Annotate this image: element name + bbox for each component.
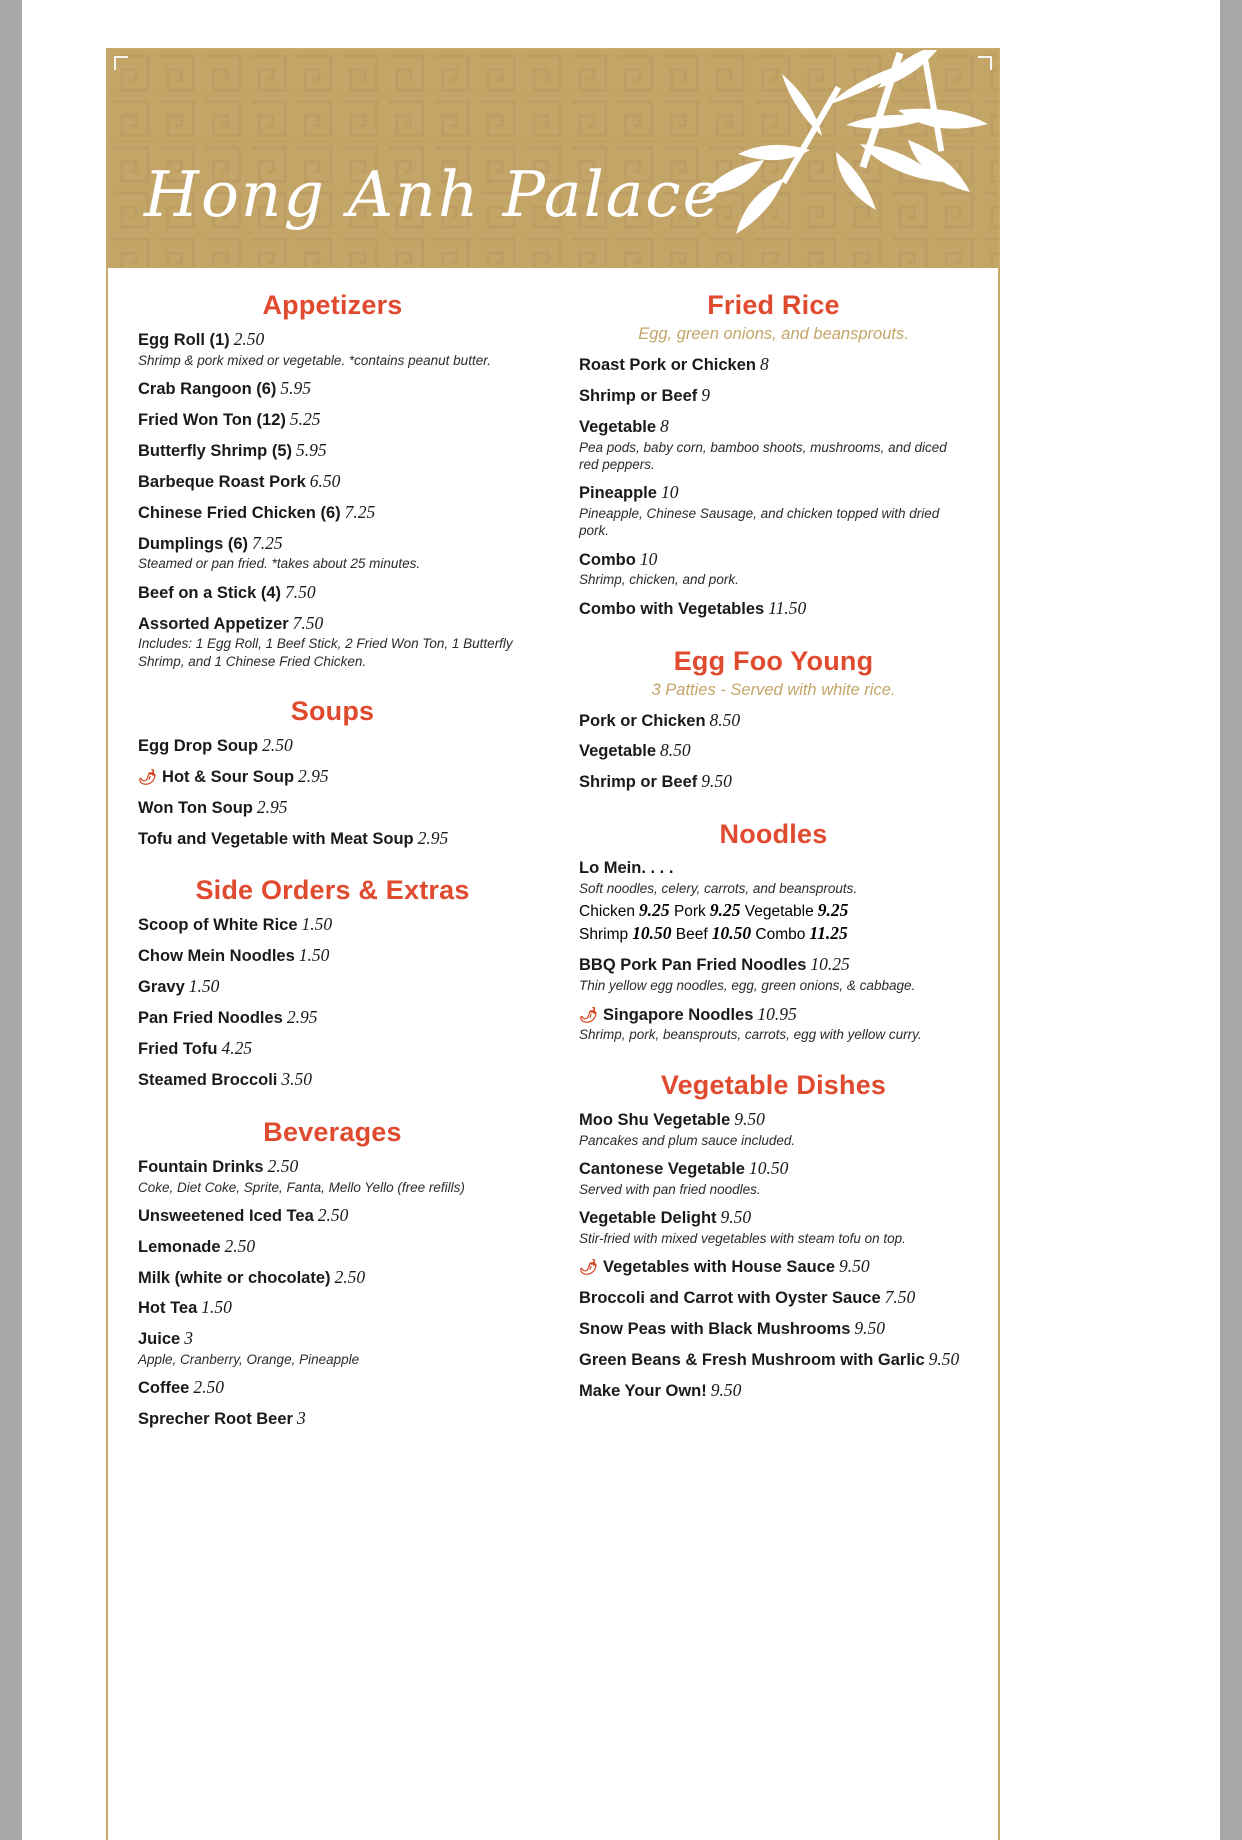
menu-item-line bbox=[138, 976, 527, 998]
menu-item-price: 2.50 bbox=[317, 1204, 349, 1225]
menu-item-name: Chow Mein Noodles bbox=[138, 947, 295, 966]
menu-item bbox=[138, 797, 527, 819]
menu-item-name: Vegetable bbox=[579, 742, 657, 761]
menu-item-line bbox=[138, 1408, 527, 1430]
menu-item-line bbox=[579, 549, 968, 571]
menu-item bbox=[579, 1207, 968, 1247]
menu-item-name: Vegetable bbox=[579, 417, 657, 436]
menu-section bbox=[579, 819, 968, 1043]
menu-item-price: 4.25 bbox=[221, 1037, 253, 1058]
price-grid-label: Chicken bbox=[579, 903, 635, 921]
menu-section bbox=[579, 1070, 968, 1402]
menu-item-price: 3.50 bbox=[281, 1068, 313, 1089]
menu-item-price: 6.50 bbox=[309, 470, 341, 491]
menu-item-price: 9.50 bbox=[734, 1108, 765, 1129]
menu-item bbox=[138, 409, 527, 431]
menu-item bbox=[579, 1380, 968, 1402]
menu-item-line bbox=[138, 471, 527, 493]
menu-item-line bbox=[138, 1328, 527, 1350]
menu-item-line bbox=[138, 797, 527, 819]
price-grid-price: 10.50 bbox=[711, 923, 752, 944]
section-subtitle: Egg, green onions, and beansprouts. bbox=[638, 325, 909, 343]
menu-item-line bbox=[138, 1377, 527, 1399]
menu-item bbox=[138, 440, 527, 462]
menu-item-name: Unsweetened Iced Tea bbox=[138, 1206, 314, 1225]
menu-item-line bbox=[138, 1236, 527, 1258]
menu-item bbox=[579, 1287, 968, 1309]
menu-item-line bbox=[579, 1207, 968, 1229]
menu-item-price: 10 bbox=[660, 482, 679, 503]
menu-item-price: 9.50 bbox=[928, 1348, 960, 1369]
section-title: Side Orders & Extras bbox=[195, 875, 470, 906]
section-title: Appetizers bbox=[262, 290, 403, 320]
menu-item-line bbox=[138, 766, 527, 788]
menu-item bbox=[138, 1297, 527, 1319]
menu-item bbox=[138, 329, 527, 369]
menu-item-line bbox=[138, 1267, 527, 1289]
menu-item-price: 2.50 bbox=[233, 329, 265, 349]
menu-item-line bbox=[138, 378, 527, 400]
price-grid-price: 9.25 bbox=[709, 900, 741, 921]
menu-item-line bbox=[579, 740, 968, 762]
menu-item-line bbox=[138, 1069, 527, 1091]
menu-item-name: Gravy bbox=[138, 978, 185, 997]
menu-section bbox=[138, 696, 527, 850]
menu-item bbox=[138, 1038, 527, 1060]
menu-item-name: Shrimp or Beef bbox=[579, 386, 698, 405]
menu-item-price: 8 bbox=[660, 415, 669, 436]
menu-item-name: Combo bbox=[579, 550, 636, 569]
menu-item-name: Egg Drop Soup bbox=[138, 736, 259, 755]
menu-item bbox=[138, 502, 527, 524]
menu-item-name: Crab Rangoon (6) bbox=[138, 380, 277, 399]
menu-item bbox=[138, 1408, 527, 1430]
menu-item-description: Pea pods, baby corn, bamboo shoots, mushrooms, and diced red peppers. bbox=[579, 439, 947, 472]
menu-item-price: 2.50 bbox=[193, 1377, 224, 1398]
section-subtitle: 3 Patties - Served with white rice. bbox=[651, 680, 896, 699]
section-title: Vegetable Dishes bbox=[660, 1069, 887, 1100]
menu-item-name: Broccoli and Carrot with Oyster Sauce bbox=[579, 1288, 881, 1307]
menu-item-line bbox=[138, 1038, 527, 1060]
menu-item-name: Cantonese Vegetable bbox=[579, 1159, 745, 1178]
menu-item-price: 10.25 bbox=[810, 954, 850, 975]
menu-item-price: 5.95 bbox=[296, 439, 327, 460]
menu-item-price: 9.50 bbox=[701, 771, 732, 792]
price-grid-price: 9.25 bbox=[639, 900, 670, 921]
menu-item-price: 7.50 bbox=[292, 612, 324, 633]
menu-item-price: 9.50 bbox=[839, 1256, 870, 1277]
menu-item-line bbox=[138, 613, 527, 635]
menu-item-name: Scoop of White Rice bbox=[138, 916, 298, 935]
menu-item bbox=[138, 945, 527, 967]
menu-item bbox=[579, 1349, 968, 1371]
menu-item bbox=[138, 766, 527, 788]
menu-item-price: 8.50 bbox=[709, 709, 741, 730]
menu-item bbox=[579, 1158, 968, 1198]
menu-item bbox=[138, 1069, 527, 1091]
menu-item-description: Soft noodles, celery, carrots, and beansprouts. bbox=[579, 880, 858, 896]
menu-item-price: 7.50 bbox=[285, 581, 316, 602]
menu-item-line bbox=[138, 502, 527, 524]
menu-item-name: Pork or Chicken bbox=[579, 711, 706, 730]
menu-item-name: Pineapple bbox=[579, 484, 657, 503]
menu-item bbox=[138, 378, 527, 400]
paper-sheet bbox=[22, 0, 1220, 1840]
menu-item bbox=[579, 740, 968, 762]
menu-section bbox=[138, 875, 527, 1090]
corner-mark-icon bbox=[114, 56, 128, 70]
menu-item-name: Milk (white or chocolate) bbox=[138, 1268, 331, 1287]
menu-item-name: BBQ Pork Pan Fried Noodles bbox=[579, 956, 807, 975]
menu-item-price: 3 bbox=[296, 1408, 306, 1429]
menu-item-line bbox=[138, 735, 527, 757]
menu-item-name: Vegetable Delight bbox=[579, 1208, 717, 1227]
menu-item-line bbox=[138, 1007, 527, 1029]
price-grid-entry bbox=[673, 900, 741, 921]
menu-item-price: 9 bbox=[701, 384, 711, 405]
menu-item bbox=[579, 1318, 968, 1340]
menu-item-description: Pancakes and plum sauce included. bbox=[579, 1132, 796, 1148]
menu-item-name: Coffee bbox=[138, 1379, 190, 1398]
chili-pepper-icon: 🌶 bbox=[138, 768, 158, 786]
menu-item-line bbox=[579, 1287, 968, 1309]
menu-item-description: Served with pan fried noodles. bbox=[579, 1181, 761, 1197]
menu-item bbox=[579, 1004, 968, 1044]
menu-item-name: Egg Roll (1) bbox=[138, 331, 230, 349]
menu-item-description: Coke, Diet Coke, Sprite, Fanta, Mello Yello (free refills) bbox=[138, 1179, 465, 1195]
menu-item-line bbox=[579, 1318, 968, 1340]
menu-item bbox=[138, 582, 527, 604]
price-grid-label: Combo bbox=[755, 926, 806, 944]
menu-item-price: 10.95 bbox=[757, 1003, 797, 1024]
menu-item-name: Beef on a Stick (4) bbox=[138, 583, 282, 602]
menu-item-name: Sprecher Root Beer bbox=[138, 1410, 293, 1429]
section-title: Beverages bbox=[263, 1116, 402, 1147]
menu-item-description: Shrimp, pork, beansprouts, carrots, egg with yellow curry. bbox=[579, 1027, 922, 1043]
menu-item-name: Hot & Sour Soup bbox=[162, 767, 295, 786]
menu-item bbox=[579, 954, 968, 994]
chili-pepper-icon: 🌶 bbox=[579, 1259, 599, 1277]
menu-item-price: 2.50 bbox=[267, 1155, 299, 1176]
menu-item-price: 7.25 bbox=[344, 501, 376, 522]
menu-item-name: Combo with Vegetables bbox=[579, 599, 765, 618]
price-grid-price: 10.50 bbox=[632, 923, 672, 944]
menu-item bbox=[138, 735, 527, 757]
menu-item-line bbox=[138, 914, 527, 936]
menu-item-price: 10.50 bbox=[748, 1157, 789, 1178]
menu-item-line bbox=[579, 416, 968, 438]
menu-item-price: 7.50 bbox=[884, 1286, 916, 1307]
menu-item-name: Dumplings (6) bbox=[138, 534, 248, 553]
price-grid-entry bbox=[579, 900, 670, 921]
section-title: Soups bbox=[290, 695, 375, 726]
menu-item bbox=[579, 858, 968, 945]
section-title: Egg Foo Young bbox=[673, 645, 874, 676]
menu-item bbox=[579, 771, 968, 793]
menu-item-name: Snow Peas with Black Mushrooms bbox=[579, 1319, 851, 1338]
menu-item-line bbox=[138, 1156, 527, 1178]
menu-item bbox=[579, 385, 968, 407]
menu-item-name: Moo Shu Vegetable bbox=[579, 1110, 731, 1129]
menu-column-right bbox=[553, 290, 968, 1456]
menu-item-name: Barbeque Roast Pork bbox=[138, 472, 306, 491]
menu-item-line bbox=[138, 828, 527, 850]
section-title: Noodles bbox=[719, 819, 828, 850]
menu-item-name: Won Ton Soup bbox=[138, 798, 253, 817]
menu-section bbox=[138, 1117, 527, 1431]
menu-item-name: Vegetables with House Sauce bbox=[603, 1258, 836, 1277]
menu-item-name: Singapore Noodles bbox=[603, 1005, 754, 1024]
restaurant-name: Hong Anh Palace bbox=[144, 158, 722, 231]
menu-item-line bbox=[579, 385, 968, 407]
menu-section bbox=[138, 290, 527, 670]
price-grid-entry bbox=[744, 900, 849, 921]
menu-item-line bbox=[579, 354, 968, 376]
menu-item-description: Steamed or pan fried. *takes about 25 minutes. bbox=[138, 556, 421, 572]
menu-item-line bbox=[579, 858, 968, 879]
menu-item-line bbox=[579, 1349, 968, 1371]
menu-item-price: 9.50 bbox=[720, 1206, 752, 1227]
menu-item-price: 8 bbox=[759, 354, 769, 374]
menu-item bbox=[579, 598, 968, 620]
menu-item-line bbox=[138, 945, 527, 967]
menu-item-description: Pineapple, Chinese Sausage, and chicken topped with dried pork. bbox=[579, 506, 940, 539]
menu-item-line bbox=[138, 533, 527, 555]
menu-item bbox=[138, 976, 527, 998]
menu-item bbox=[138, 471, 527, 493]
menu-item-line bbox=[579, 598, 968, 620]
menu-item-description: Includes: 1 Egg Roll, 1 Beef Stick, 2 Fried Won Ton, 1 Butterfly Shrimp, and 1 Chinese Fried Chicken. bbox=[138, 636, 513, 669]
section-title: Fried Rice bbox=[707, 290, 840, 320]
menu-header bbox=[108, 50, 998, 268]
menu-item bbox=[579, 354, 968, 376]
menu-item-price: 2.50 bbox=[334, 1266, 366, 1287]
menu-item-price: 5.95 bbox=[280, 378, 312, 399]
menu-item-name: Lo Mein. . . . bbox=[579, 859, 674, 878]
menu-item bbox=[138, 1236, 527, 1258]
menu-item-price: 9.50 bbox=[854, 1317, 886, 1338]
menu-section bbox=[579, 290, 968, 620]
price-grid-entry bbox=[579, 923, 672, 944]
menu-item-name: Steamed Broccoli bbox=[138, 1070, 278, 1089]
price-grid-label: Shrimp bbox=[579, 926, 629, 944]
menu-item-price: 8.50 bbox=[660, 740, 691, 761]
menu-item bbox=[138, 533, 527, 573]
menu-item bbox=[138, 1328, 527, 1368]
menu-item bbox=[579, 1256, 968, 1278]
menu-item-line bbox=[579, 1380, 968, 1402]
menu-item-line bbox=[579, 710, 968, 732]
menu-item-price: 9.50 bbox=[710, 1379, 742, 1400]
menu-item-price: 3 bbox=[184, 1328, 193, 1349]
menu-item-description: Shrimp, chicken, and pork. bbox=[579, 572, 739, 588]
menu-item-line bbox=[138, 409, 527, 431]
menu-item-price: 1.50 bbox=[298, 945, 330, 966]
menu-item-line bbox=[579, 482, 968, 504]
menu-item-price: 2.50 bbox=[262, 734, 293, 755]
menu-item bbox=[579, 482, 968, 539]
menu-item-line bbox=[138, 582, 527, 604]
menu-column-left bbox=[138, 290, 553, 1456]
menu-item-name: Tofu and Vegetable with Meat Soup bbox=[138, 829, 414, 848]
menu-item-name: Fried Won Ton (12) bbox=[138, 411, 286, 430]
menu-item bbox=[138, 828, 527, 850]
menu-item-price: 5.25 bbox=[289, 409, 321, 430]
menu-item-price: 2.95 bbox=[256, 796, 288, 817]
menu-item bbox=[579, 1109, 968, 1149]
price-grid-label: Beef bbox=[675, 926, 708, 944]
menu-item-price: 1.50 bbox=[301, 914, 333, 935]
menu-item-name: Chinese Fried Chicken (6) bbox=[138, 503, 341, 522]
menu-item-description: Stir-fried with mixed vegetables with steam tofu on top. bbox=[579, 1230, 906, 1246]
menu-item-description: Apple, Cranberry, Orange, Pineapple bbox=[138, 1352, 360, 1368]
menu-item-line bbox=[579, 1109, 968, 1131]
menu-item bbox=[138, 914, 527, 936]
menu-item-price: 2.95 bbox=[298, 765, 329, 786]
price-grid-label: Pork bbox=[673, 903, 706, 921]
menu-item bbox=[138, 1007, 527, 1029]
menu-columns bbox=[108, 268, 998, 1456]
menu-item-name: Assorted Appetizer bbox=[138, 614, 289, 633]
menu-item bbox=[138, 1156, 527, 1196]
menu-item-name: Fountain Drinks bbox=[138, 1157, 264, 1176]
chili-pepper-icon: 🌶 bbox=[579, 1006, 599, 1024]
menu-item-name: Make Your Own! bbox=[579, 1381, 707, 1400]
menu-item-price: 1.50 bbox=[188, 976, 220, 997]
menu-item-name: Pan Fried Noodles bbox=[138, 1009, 283, 1028]
menu-item-line bbox=[138, 329, 527, 351]
menu-item-description: Thin yellow egg noodles, egg, green onions, & cabbage. bbox=[579, 978, 916, 994]
menu-item-line bbox=[579, 1004, 968, 1026]
menu-item-price: 1.50 bbox=[201, 1297, 232, 1318]
menu-item-line bbox=[138, 1205, 527, 1227]
menu-item-line bbox=[579, 1158, 968, 1180]
menu-item bbox=[138, 1377, 527, 1399]
menu-item-name: Juice bbox=[138, 1330, 181, 1349]
menu-item-price: 2.50 bbox=[224, 1235, 256, 1256]
price-grid-entry bbox=[675, 923, 752, 944]
menu-item-name: Fried Tofu bbox=[138, 1039, 218, 1058]
menu-item-price: 2.95 bbox=[286, 1007, 318, 1028]
menu-item-name: Roast Pork or Chicken bbox=[579, 356, 756, 374]
price-grid-price: 11.25 bbox=[809, 923, 848, 944]
menu-item-price: 7.25 bbox=[252, 532, 283, 553]
menu-item-name: Lemonade bbox=[138, 1237, 221, 1256]
menu-item-price: 10 bbox=[639, 548, 658, 569]
menu-item bbox=[579, 416, 968, 473]
price-grid-price: 9.25 bbox=[817, 900, 849, 921]
menu-item-line bbox=[579, 771, 968, 793]
menu-section bbox=[579, 646, 968, 794]
menu-item-line bbox=[579, 1256, 968, 1278]
menu-item-price: 11.50 bbox=[768, 597, 807, 618]
menu-item-line bbox=[138, 1297, 527, 1319]
menu-item bbox=[579, 710, 968, 732]
menu-item bbox=[579, 549, 968, 589]
menu-item bbox=[138, 1267, 527, 1289]
menu-item-name: Green Beans & Fresh Mushroom with Garlic bbox=[579, 1350, 925, 1369]
menu-item-name: Hot Tea bbox=[138, 1299, 198, 1318]
menu-item-price: 2.95 bbox=[417, 827, 449, 848]
price-grid-entry bbox=[755, 923, 848, 944]
menu-item-price-grid bbox=[579, 899, 968, 945]
menu-item-name: Butterfly Shrimp (5) bbox=[138, 441, 293, 460]
menu-item-description: Shrimp & pork mixed or vegetable. *contains peanut butter. bbox=[138, 352, 491, 368]
menu-item bbox=[138, 1205, 527, 1227]
price-grid-label: Vegetable bbox=[744, 903, 814, 921]
menu-item bbox=[138, 613, 527, 670]
menu-item-line bbox=[579, 954, 968, 976]
menu-document bbox=[106, 48, 1000, 1840]
menu-item-line bbox=[138, 440, 527, 462]
menu-item-name: Shrimp or Beef bbox=[579, 773, 698, 792]
